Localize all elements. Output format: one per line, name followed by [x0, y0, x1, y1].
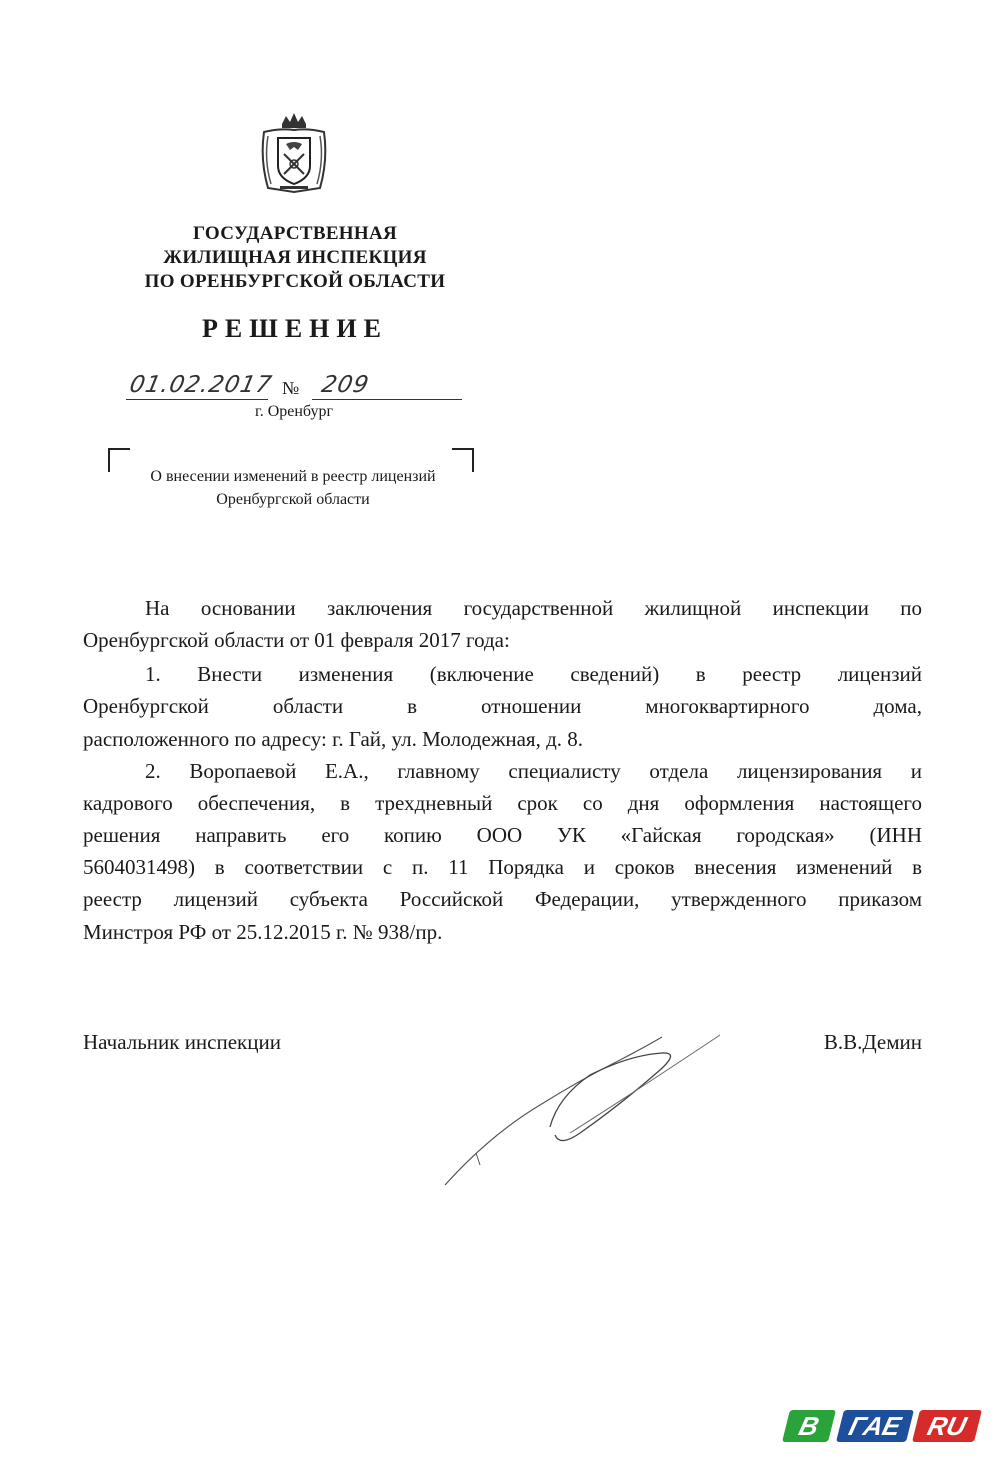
- org-name-line-2: ЖИЛИЩНАЯ ИНСПЕКЦИЯ: [163, 247, 427, 268]
- body-line: Оренбургской области от 01 февраля 2017 года:: [83, 628, 510, 652]
- body-line: Оренбургской области в отношении многоквартирного дома,: [83, 694, 922, 718]
- handwritten-signature: [430, 1025, 730, 1200]
- document-date: 01.02.2017: [127, 372, 275, 398]
- coat-of-arms-icon: [258, 110, 330, 194]
- body-line: 5604031498) в соответствии с п. 11 Порядка и сроков внесения изменений в: [83, 855, 922, 879]
- body-line: 2. Воропаевой Е.А., главному специалисту отдела лицензирования и: [145, 759, 922, 783]
- body-line: Минстроя РФ от 25.12.2015 г. № 938/пр.: [83, 920, 443, 944]
- site-watermark-logo: [780, 1406, 990, 1446]
- number-underline: [312, 399, 462, 400]
- logo-part-b: В: [782, 1410, 836, 1442]
- subject-line-1: О внесении изменений в реестр лицензий: [150, 468, 436, 485]
- org-name-line-1: ГОСУДАРСТВЕННАЯ: [193, 223, 397, 244]
- body-line: реестр лицензий субъекта Российской Федерации, утвержденного приказом: [83, 887, 922, 911]
- signatory-position: Начальник инспекции: [83, 1030, 281, 1054]
- body-line: решения направить его копию ООО УК «Гайская городская» (ИНН: [83, 823, 922, 847]
- number-sign: №: [282, 378, 300, 398]
- document-city: г. Оренбург: [254, 403, 334, 420]
- subject-line-2: Оренбургской области: [216, 491, 370, 508]
- logo-part-gae: ГАЕ: [836, 1410, 914, 1442]
- document-number: 209: [319, 372, 372, 398]
- logo-part-ru: RU: [912, 1410, 982, 1442]
- org-name-line-3: ПО ОРЕНБУРГСКОЙ ОБЛАСТИ: [144, 271, 446, 292]
- signatory-name: В.В.Демин: [823, 1030, 922, 1054]
- body-line: 1. Внести изменения (включение сведений) в реестр лицензий: [145, 662, 922, 686]
- body-line: расположенного по адресу: г. Гай, ул. Молодежная, д. 8.: [83, 727, 584, 751]
- document-title: РЕШЕНИЕ: [202, 314, 388, 343]
- date-underline: [126, 399, 268, 400]
- body-line: На основании заключения государственной жилищной инспекции по: [145, 596, 922, 620]
- body-line: кадрового обеспечения, в трехдневный срок со дня оформления настоящего: [83, 791, 922, 815]
